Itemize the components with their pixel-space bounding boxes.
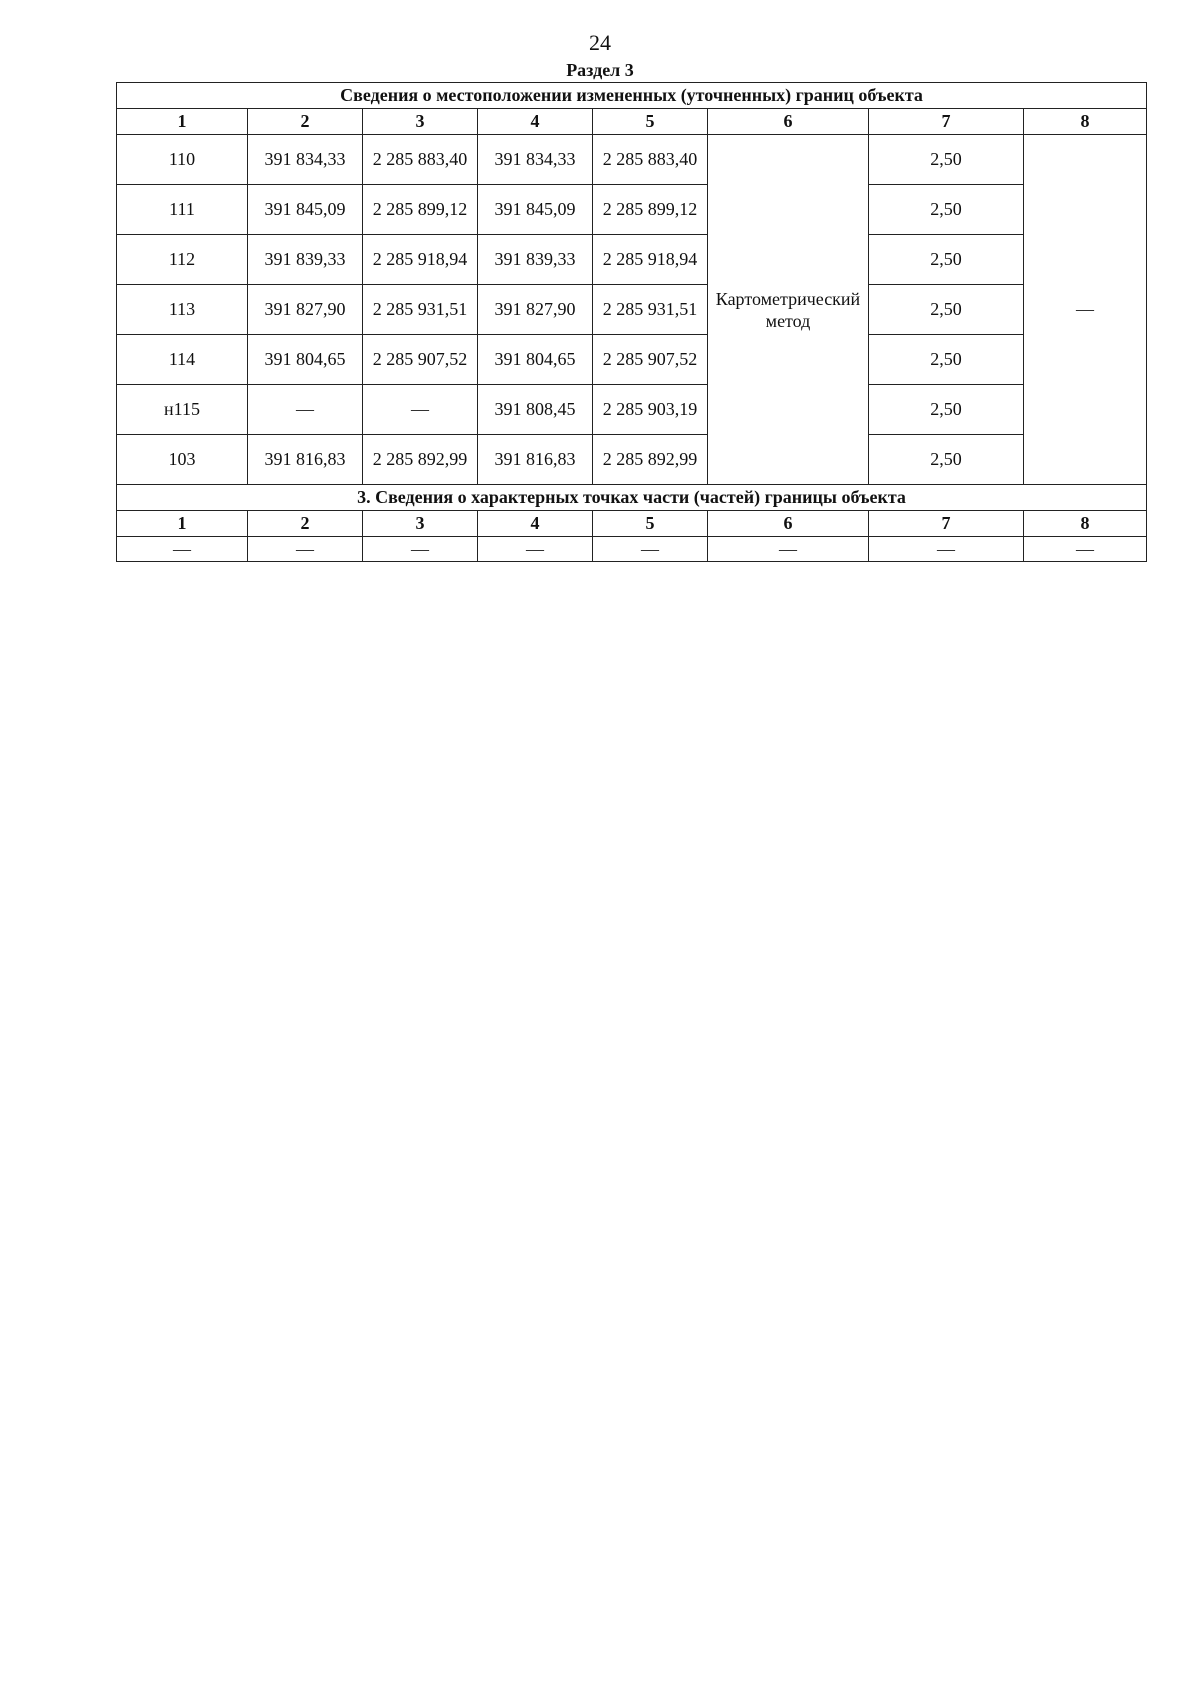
point-number: 114 xyxy=(117,335,248,385)
section-title: Раздел 3 xyxy=(566,60,634,80)
column-number: 6 xyxy=(708,109,869,135)
point-number: 111 xyxy=(117,185,248,235)
column-number: 8 xyxy=(1024,109,1147,135)
method-cell: Картометрический метод xyxy=(708,135,869,485)
x-old-cell: 391 839,33 xyxy=(248,235,363,285)
column-number: 5 xyxy=(593,511,708,537)
precision-cell: 2,50 xyxy=(869,435,1024,485)
y-new-cell: 2 285 931,51 xyxy=(593,285,708,335)
column-number: 8 xyxy=(1024,511,1147,537)
y-new-cell: 2 285 907,52 xyxy=(593,335,708,385)
x-old-cell: 391 845,09 xyxy=(248,185,363,235)
x-old-cell: 391 804,65 xyxy=(248,335,363,385)
x-old-cell: 391 816,83 xyxy=(248,435,363,485)
point-number: 112 xyxy=(117,235,248,285)
column-number: 5 xyxy=(593,109,708,135)
dash-cell: — xyxy=(248,537,363,562)
column-number: 4 xyxy=(478,109,593,135)
col8-cell: — xyxy=(1024,135,1147,485)
page-number: 24 xyxy=(589,30,611,55)
table1-caption: Сведения о местоположении измененных (уточненных) границ объекта xyxy=(117,83,1147,109)
table-row xyxy=(117,235,1147,285)
point-number: н115 xyxy=(117,385,248,435)
x-old-cell: 391 827,90 xyxy=(248,285,363,335)
table-row xyxy=(117,285,1147,335)
column-number: 3 xyxy=(363,511,478,537)
table-row xyxy=(117,385,1147,435)
x-new-cell: 391 834,33 xyxy=(478,135,593,185)
boundary-table xyxy=(116,82,1147,562)
column-number: 3 xyxy=(363,109,478,135)
dash-cell: — xyxy=(708,537,869,562)
table1-column-numbers xyxy=(117,109,1147,135)
dash-cell: — xyxy=(593,537,708,562)
table-row xyxy=(117,135,1147,185)
table-row xyxy=(117,537,1147,562)
table-row xyxy=(117,185,1147,235)
table2-column-numbers xyxy=(117,511,1147,537)
column-number: 1 xyxy=(117,511,248,537)
point-number: 113 xyxy=(117,285,248,335)
y-old-cell: 2 285 907,52 xyxy=(363,335,478,385)
column-number: 4 xyxy=(478,511,593,537)
x-new-cell: 391 827,90 xyxy=(478,285,593,335)
table2-caption: 3. Сведения о характерных точках части (частей) границы объекта xyxy=(117,485,1147,511)
dash-cell: — xyxy=(869,537,1024,562)
x-new-cell: 391 845,09 xyxy=(478,185,593,235)
column-number: 7 xyxy=(869,511,1024,537)
x-new-cell: 391 808,45 xyxy=(478,385,593,435)
column-number: 6 xyxy=(708,511,869,537)
column-number: 1 xyxy=(117,109,248,135)
table-row xyxy=(117,435,1147,485)
y-old-cell: 2 285 883,40 xyxy=(363,135,478,185)
x-new-cell: 391 839,33 xyxy=(478,235,593,285)
column-number: 2 xyxy=(248,511,363,537)
dash-cell: — xyxy=(117,537,248,562)
y-old-cell: 2 285 931,51 xyxy=(363,285,478,335)
dash-cell: — xyxy=(363,537,478,562)
y-old-cell: 2 285 918,94 xyxy=(363,235,478,285)
y-new-cell: 2 285 918,94 xyxy=(593,235,708,285)
precision-cell: 2,50 xyxy=(869,185,1024,235)
x-old-cell: 391 834,33 xyxy=(248,135,363,185)
precision-cell: 2,50 xyxy=(869,335,1024,385)
column-number: 7 xyxy=(869,109,1024,135)
x-new-cell: 391 816,83 xyxy=(478,435,593,485)
y-old-cell: 2 285 899,12 xyxy=(363,185,478,235)
y-old-cell: — xyxy=(363,385,478,435)
table-row xyxy=(117,335,1147,385)
precision-cell: 2,50 xyxy=(869,385,1024,435)
precision-cell: 2,50 xyxy=(869,235,1024,285)
y-old-cell: 2 285 892,99 xyxy=(363,435,478,485)
x-new-cell: 391 804,65 xyxy=(478,335,593,385)
point-number: 103 xyxy=(117,435,248,485)
column-number: 2 xyxy=(248,109,363,135)
y-new-cell: 2 285 883,40 xyxy=(593,135,708,185)
dash-cell: — xyxy=(478,537,593,562)
y-new-cell: 2 285 899,12 xyxy=(593,185,708,235)
dash-cell: — xyxy=(1024,537,1147,562)
y-new-cell: 2 285 903,19 xyxy=(593,385,708,435)
precision-cell: 2,50 xyxy=(869,135,1024,185)
y-new-cell: 2 285 892,99 xyxy=(593,435,708,485)
point-number: 110 xyxy=(117,135,248,185)
x-old-cell: — xyxy=(248,385,363,435)
precision-cell: 2,50 xyxy=(869,285,1024,335)
